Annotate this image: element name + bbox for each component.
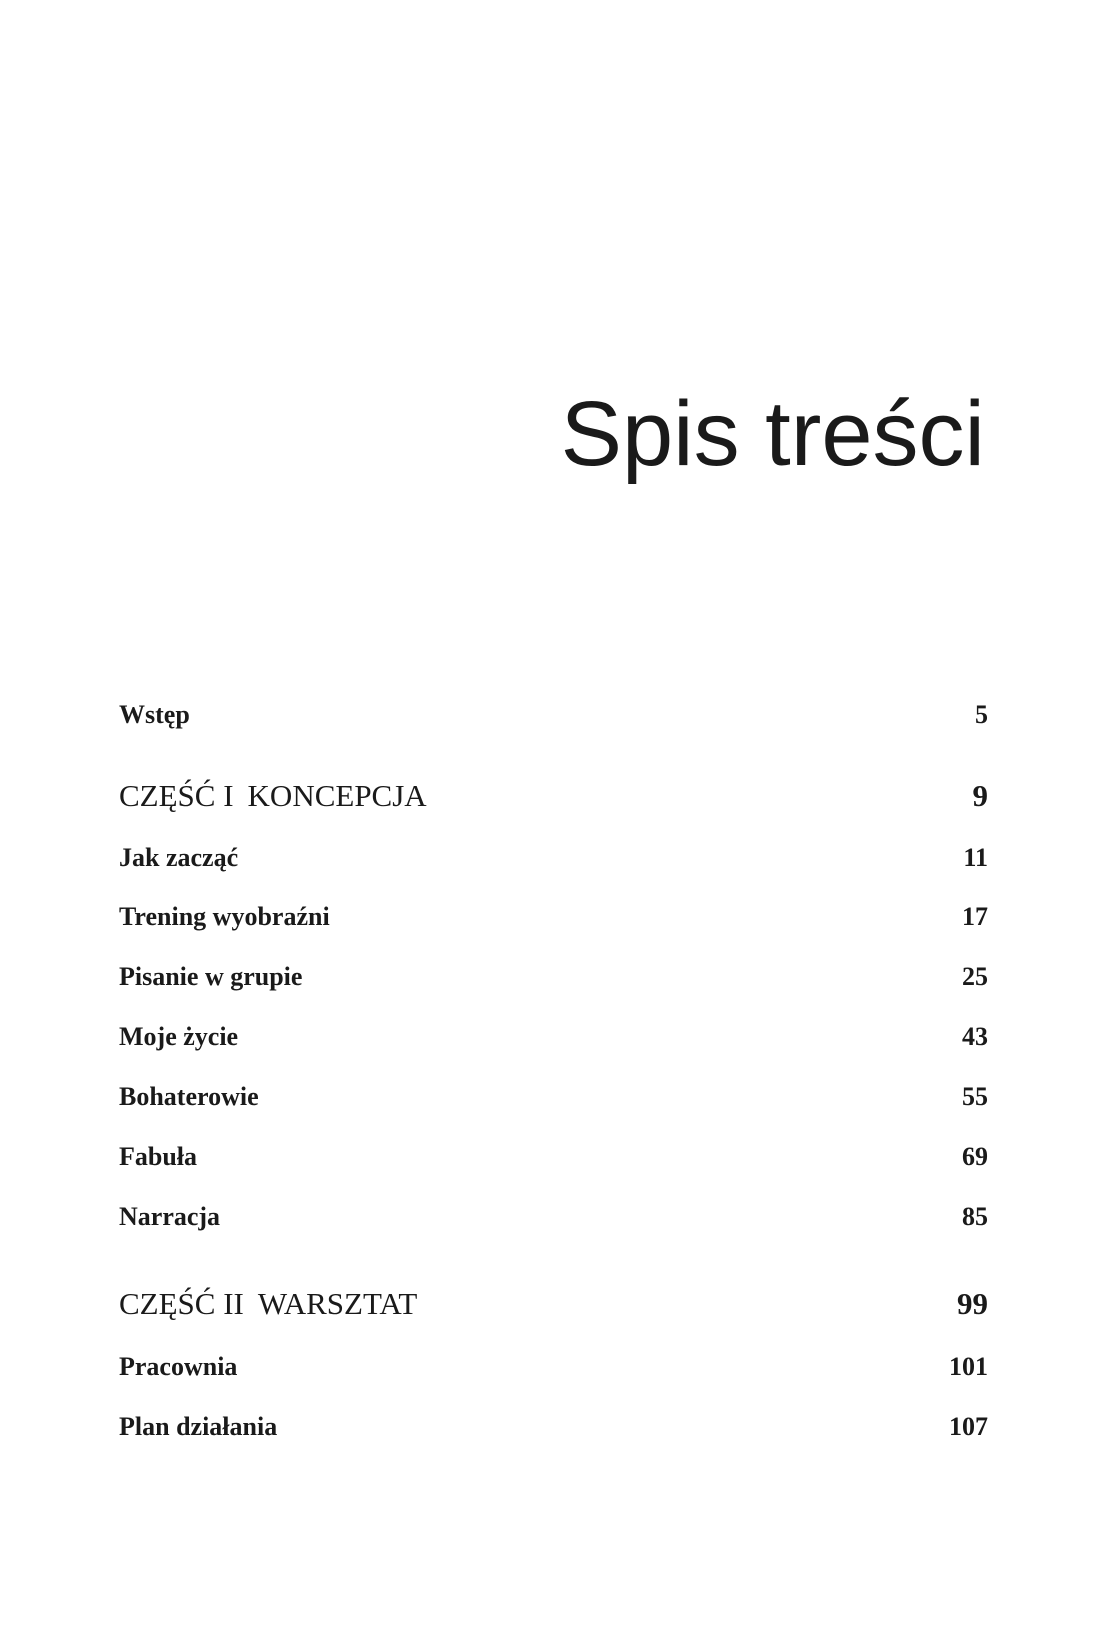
toc-part-page: 99 bbox=[957, 1286, 988, 1321]
toc-part-page: 9 bbox=[972, 778, 988, 813]
toc-part-number: CZĘŚĆ I bbox=[119, 778, 234, 813]
toc-entry bbox=[119, 902, 988, 932]
toc-entry bbox=[119, 962, 988, 992]
toc-part-label bbox=[119, 778, 427, 814]
toc-entry bbox=[119, 1142, 988, 1172]
toc-entry bbox=[119, 1202, 988, 1232]
toc-entry bbox=[119, 1412, 988, 1442]
toc-entry bbox=[119, 1082, 988, 1112]
toc-part-heading bbox=[119, 1286, 988, 1322]
toc-entry-page: 5 bbox=[975, 700, 988, 729]
toc-entry-page: 69 bbox=[962, 1142, 988, 1171]
toc-entry-page: 107 bbox=[949, 1412, 988, 1441]
toc-entry bbox=[119, 700, 988, 730]
toc-entry-label: Pracownia bbox=[119, 1352, 238, 1381]
toc-entry-label: Jak zacząć bbox=[119, 843, 239, 872]
toc-entry-label: Fabuła bbox=[119, 1142, 198, 1171]
toc-entry bbox=[119, 1022, 988, 1052]
page-title: Spis treści bbox=[560, 383, 985, 485]
toc-part-number: CZĘŚĆ II bbox=[119, 1286, 244, 1321]
toc-entry-label: Trening wyobraźni bbox=[119, 902, 330, 931]
toc-entry-label: Pisanie w grupie bbox=[119, 962, 303, 991]
toc-entry-page: 43 bbox=[962, 1022, 988, 1051]
toc-entry-page: 17 bbox=[962, 902, 988, 931]
toc-entry-label: Moje życie bbox=[119, 1022, 239, 1051]
toc-part-label bbox=[119, 1286, 417, 1322]
toc-entry-label: Narracja bbox=[119, 1202, 221, 1231]
toc-entry-page: 85 bbox=[962, 1202, 988, 1231]
toc-part-title: WARSZTAT bbox=[257, 1286, 418, 1321]
toc-entry-page: 25 bbox=[962, 962, 988, 991]
toc-entry-page: 101 bbox=[949, 1352, 988, 1381]
toc-entry-label: Plan działania bbox=[119, 1412, 278, 1441]
toc-entry-label: Bohaterowie bbox=[119, 1082, 259, 1111]
toc-part-heading bbox=[119, 778, 988, 814]
toc-part-title: KONCEPCJA bbox=[247, 778, 427, 813]
toc-entry-page: 55 bbox=[962, 1082, 988, 1111]
toc-entry bbox=[119, 843, 988, 873]
toc-entry-page: 11 bbox=[963, 843, 988, 872]
toc-entry-label: Wstęp bbox=[119, 700, 190, 729]
toc-entry bbox=[119, 1352, 988, 1382]
